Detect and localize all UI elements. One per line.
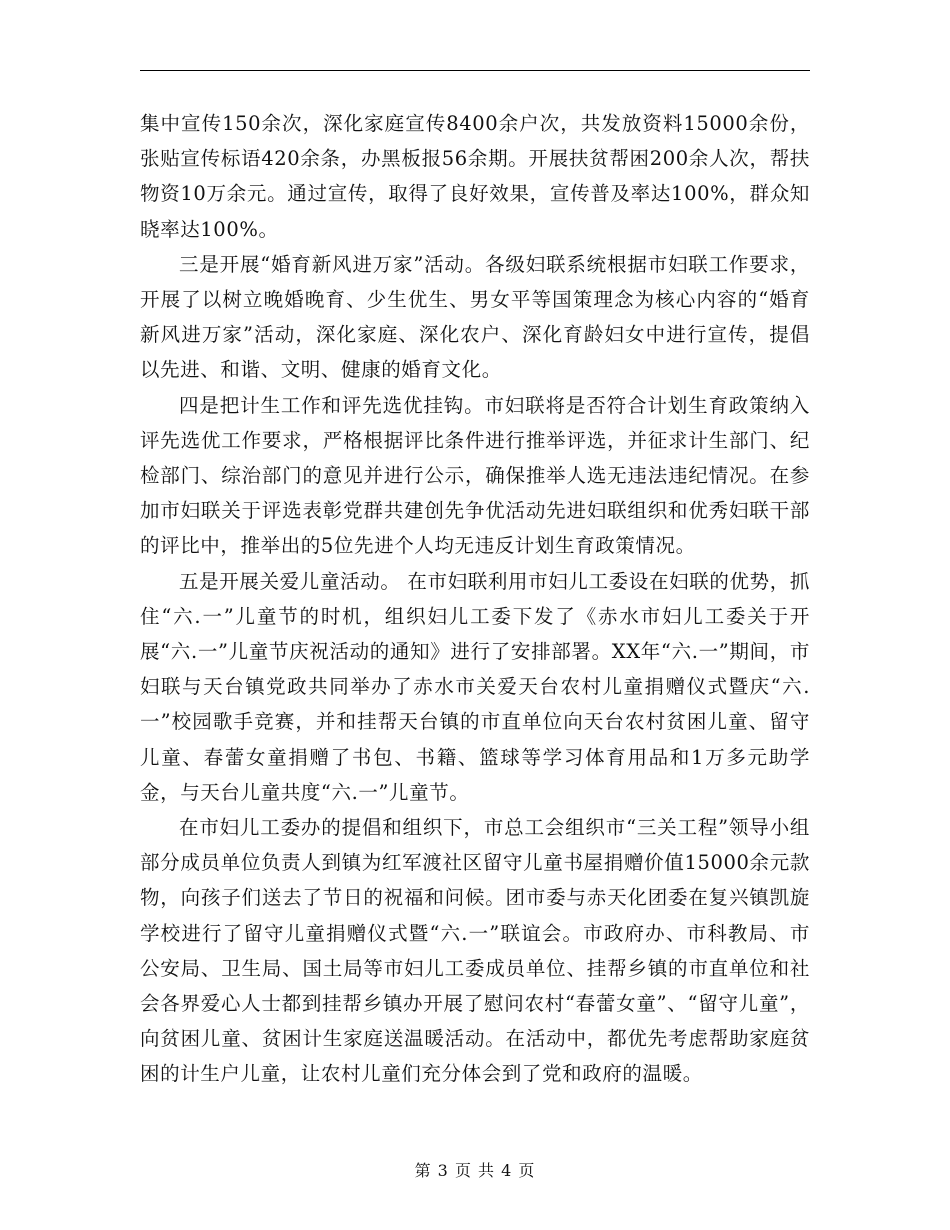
paragraph-continued: 集中宣传150余次，深化家庭宣传8400余户次，共发放资料15000余份，张贴宣传标语420余条，办黑板报56余期。开展扶贫帮困200余人次，帮扶物资10万余元。通过宣传，取得了良好效果，宣传普及率达100%，群众知晓率达100%。 bbox=[140, 112, 810, 241]
header-rule bbox=[140, 70, 810, 71]
paragraph-evaluation: 四是把计生工作和评先选优挂钩。市妇联将是否符合计划生育政策纳入评先选优工作要求，严格根据评比条件进行推举评选，并征求计生部门、纪检部门、综治部门的意见并进行公示，确保推举人选无违法违纪情况。在参加市妇联关于评选表彰党群共建创先争优活动先进妇联组织和优秀妇联干部的评比中，推举出的5位先进个人均无违反计划生育政策情况。 bbox=[140, 393, 810, 558]
document-body bbox=[140, 106, 810, 1092]
page-number: 第 3 页 共 4 页 bbox=[414, 1161, 536, 1180]
paragraph-children-committee: 在市妇儿工委办的提倡和组织下，市总工会组织市“三关工程”领导小组部分成员单位负责人到镇为红军渡社区留守儿童书屋捐赠价值15000余元款物，向孩子们送去了节日的祝福和问候。团市委与赤天化团委在复兴镇凯旋学校进行了留守儿童捐赠仪式暨“六.一”联谊会。市政府办、市科教局、市公安局、卫生局、国土局等市妇儿工委成员单位、挂帮乡镇的市直单位和社会各界爱心人士都到挂帮乡镇办开展了慰问农村“春蕾女童”、“留守儿童”，向贫困儿童、贫困计生家庭送温暖活动。在活动中，都优先考虑帮助家庭贫困的计生户儿童，让农村儿童们充分体会到了党和政府的温暖。 bbox=[140, 816, 810, 1086]
paragraph-child-care: 五是开展关爱儿童活动。 在市妇联利用市妇儿工委设在妇联的优势，抓住“六.一”儿童节的时机，组织妇儿工委下发了《赤水市妇儿工委关于开展“六.一”儿童节庆祝活动的通知》进行了安排部署。XX年“六.一”期间，市妇联与天台镇党政共同举办了赤水市关爱天台农村儿童捐赠仪式暨庆“六.一”校园歌手竞赛，并和挂帮天台镇的市直单位向天台农村贫困儿童、留守儿童、春蕾女童捐赠了书包、书籍、篮球等学习体育用品和1万多元助学金，与天台儿童共度“六.一”儿童节。 bbox=[140, 569, 810, 804]
paragraph-marriage-campaign: 三是开展“婚育新风进万家”活动。各级妇联系统根据市妇联工作要求，开展了以树立晚婚晚育、少生优生、男女平等国策理念为核心内容的“婚育新风进万家”活动，深化家庭、深化农户、深化育龄妇女中进行宣传，提倡以先进、和谐、文明、健康的婚育文化。 bbox=[140, 252, 810, 382]
